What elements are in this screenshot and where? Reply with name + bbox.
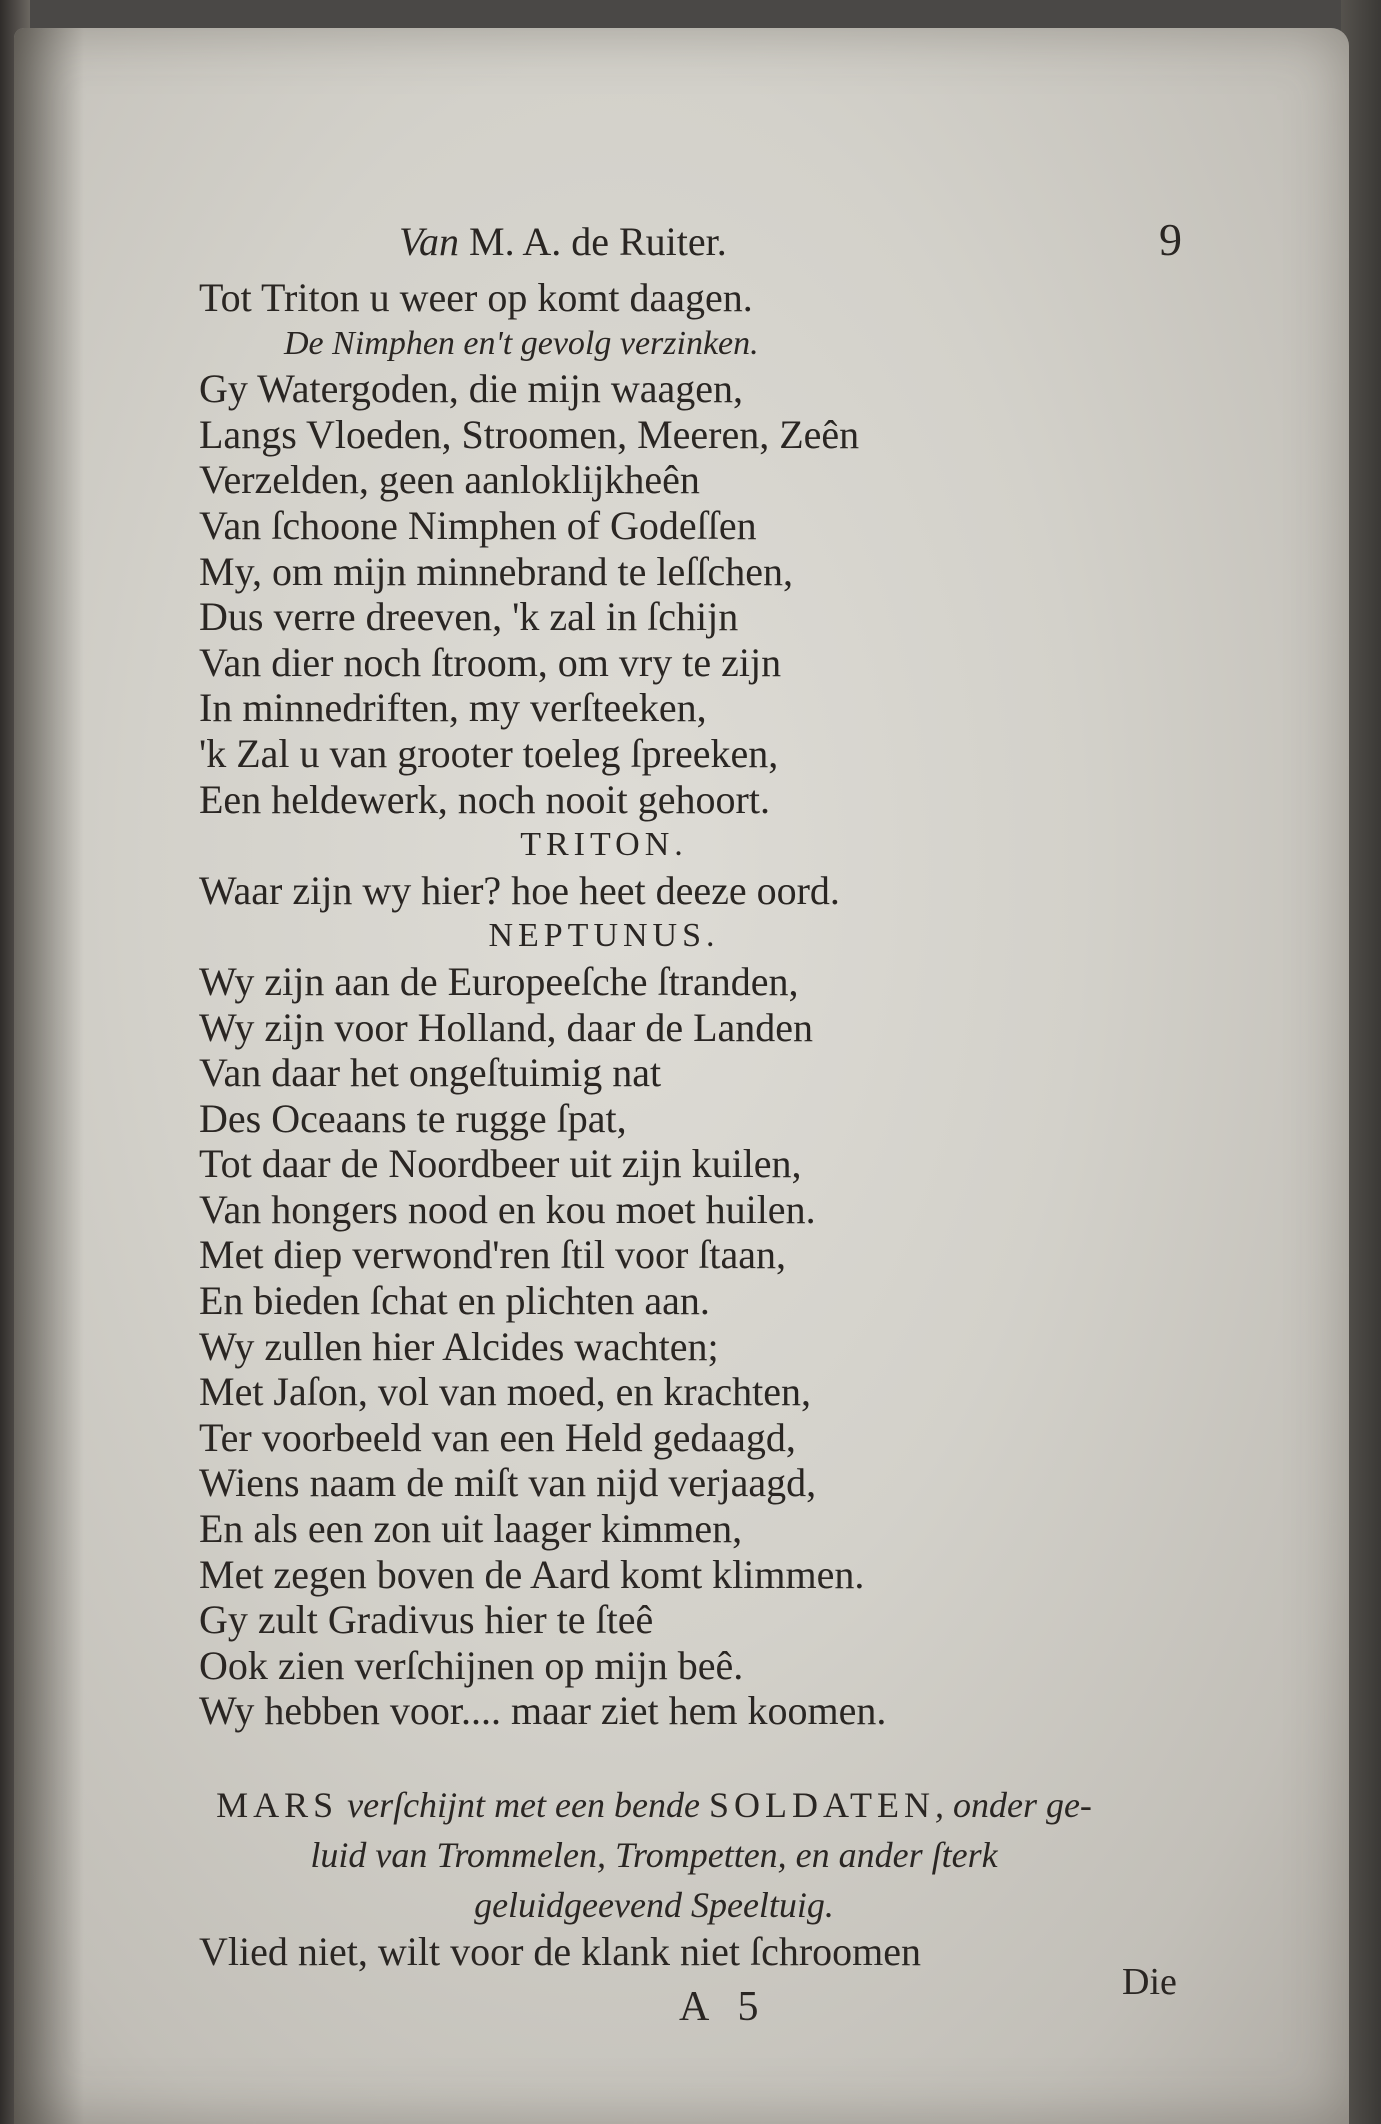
character-name-soldaten: SOLDATEN (708, 1785, 935, 1825)
verse-line-last: Vlied niet, wilt voor de klank niet ſchroomen (199, 1929, 922, 1974)
speaker-name: NEPTUNUS. (488, 917, 720, 955)
stage-direction-text: verſchijnt met een bende (338, 1785, 709, 1825)
verse-line: Wy zullen hier Alcides wachten; (199, 1323, 719, 1369)
verse-line: Langs Vloeden, Stroomen, Meeren, Zeên (199, 411, 860, 457)
verse-block (199, 275, 1179, 1734)
signature-mark: A 5 (679, 1984, 769, 2030)
running-head-italic: Van (399, 219, 459, 264)
verse-line: Ter voorbeeld van een Held gedaagd, (199, 1414, 796, 1460)
stage-direction-line-2: luid van Trommelen, Trompetten, en ander ſterk (310, 1835, 998, 1875)
verse-line: My, om mijn minnebrand te leſſchen, (199, 548, 793, 594)
verse-line: Dus verre dreeven, 'k zal in ſchijn (199, 594, 739, 640)
verse-line: Wy hebben voor.... maar ziet hem koomen. (199, 1688, 887, 1734)
book-page (14, 28, 1349, 2124)
verse-line: Ook zien verſchijnen op mijn beê. (199, 1642, 744, 1688)
verse-line: Verzelden, geen aanloklijkheên (199, 457, 700, 503)
gutter-shadow (14, 28, 84, 2124)
verse-line: Waar zijn wy hier? hoe heet deeze oord. (199, 867, 840, 913)
verse-line: Gy zult Gradivus hier te ſteê (199, 1597, 654, 1643)
verse-line: Met Jaſon, vol van moed, en krachten, (199, 1369, 812, 1415)
stage-direction-line-1 (124, 1780, 1184, 1830)
running-head-title: M. A. de Ruiter. (469, 219, 727, 264)
verse-line: Tot Triton u weer op komt daagen. (199, 275, 753, 320)
stage-direction (124, 1780, 1184, 1930)
verse-line: 'k Zal u van grooter toeleg ſpreeken, (199, 730, 779, 776)
verse-line: Van dier noch ſtroom, om vry te zijn (199, 639, 782, 685)
verse-line: Tot daar de Noordbeer uit zijn kuilen, (199, 1141, 802, 1187)
stage-direction-line: De Nimphen en't gevolg verzinken. (284, 324, 759, 362)
verse-line: Een heldewerk, noch nooit gehoort. (199, 776, 770, 822)
verse-line: Wy zijn voor Holland, daar de Landen (199, 1004, 814, 1050)
verse-line: Wy zijn aan de Europeeſche ſtranden, (199, 958, 799, 1004)
stage-direction-text: , onder ge- (934, 1785, 1092, 1825)
stage-direction-line-3: geluidgeevend Speeltuig. (474, 1885, 834, 1925)
verse-line: En bieden ſchat en plichten aan. (199, 1278, 710, 1324)
verse-line: In minnedriften, my verſteeken, (199, 685, 707, 731)
verse-line: Van daar het ongeſtuimig nat (199, 1050, 662, 1096)
verse-line: Met diep verwond'ren ſtil voor ſtaan, (199, 1232, 787, 1278)
character-name-mars: MARS (216, 1785, 339, 1825)
verse-line: Gy Watergoden, die mijn waagen, (199, 366, 744, 412)
verse-line: En als een zon uit laager kimmen, (199, 1506, 743, 1552)
verse-line: Des Oceaans te rugge ſpat, (199, 1095, 627, 1141)
speaker-name: TRITON. (520, 826, 688, 864)
page-number: 9 (1159, 214, 1182, 265)
verse-line: Wiens naam de miſt van nijd verjaagd, (199, 1460, 817, 1506)
verse-line: Van hongers nood en kou moet huilen. (199, 1186, 816, 1232)
verse-line: Van ſchoone Nimphen of Godeſſen (199, 502, 757, 548)
verse-line: Met zegen boven de Aard komt klimmen. (199, 1551, 865, 1597)
running-head (399, 218, 727, 265)
catchword: Die (1122, 1961, 1177, 2003)
